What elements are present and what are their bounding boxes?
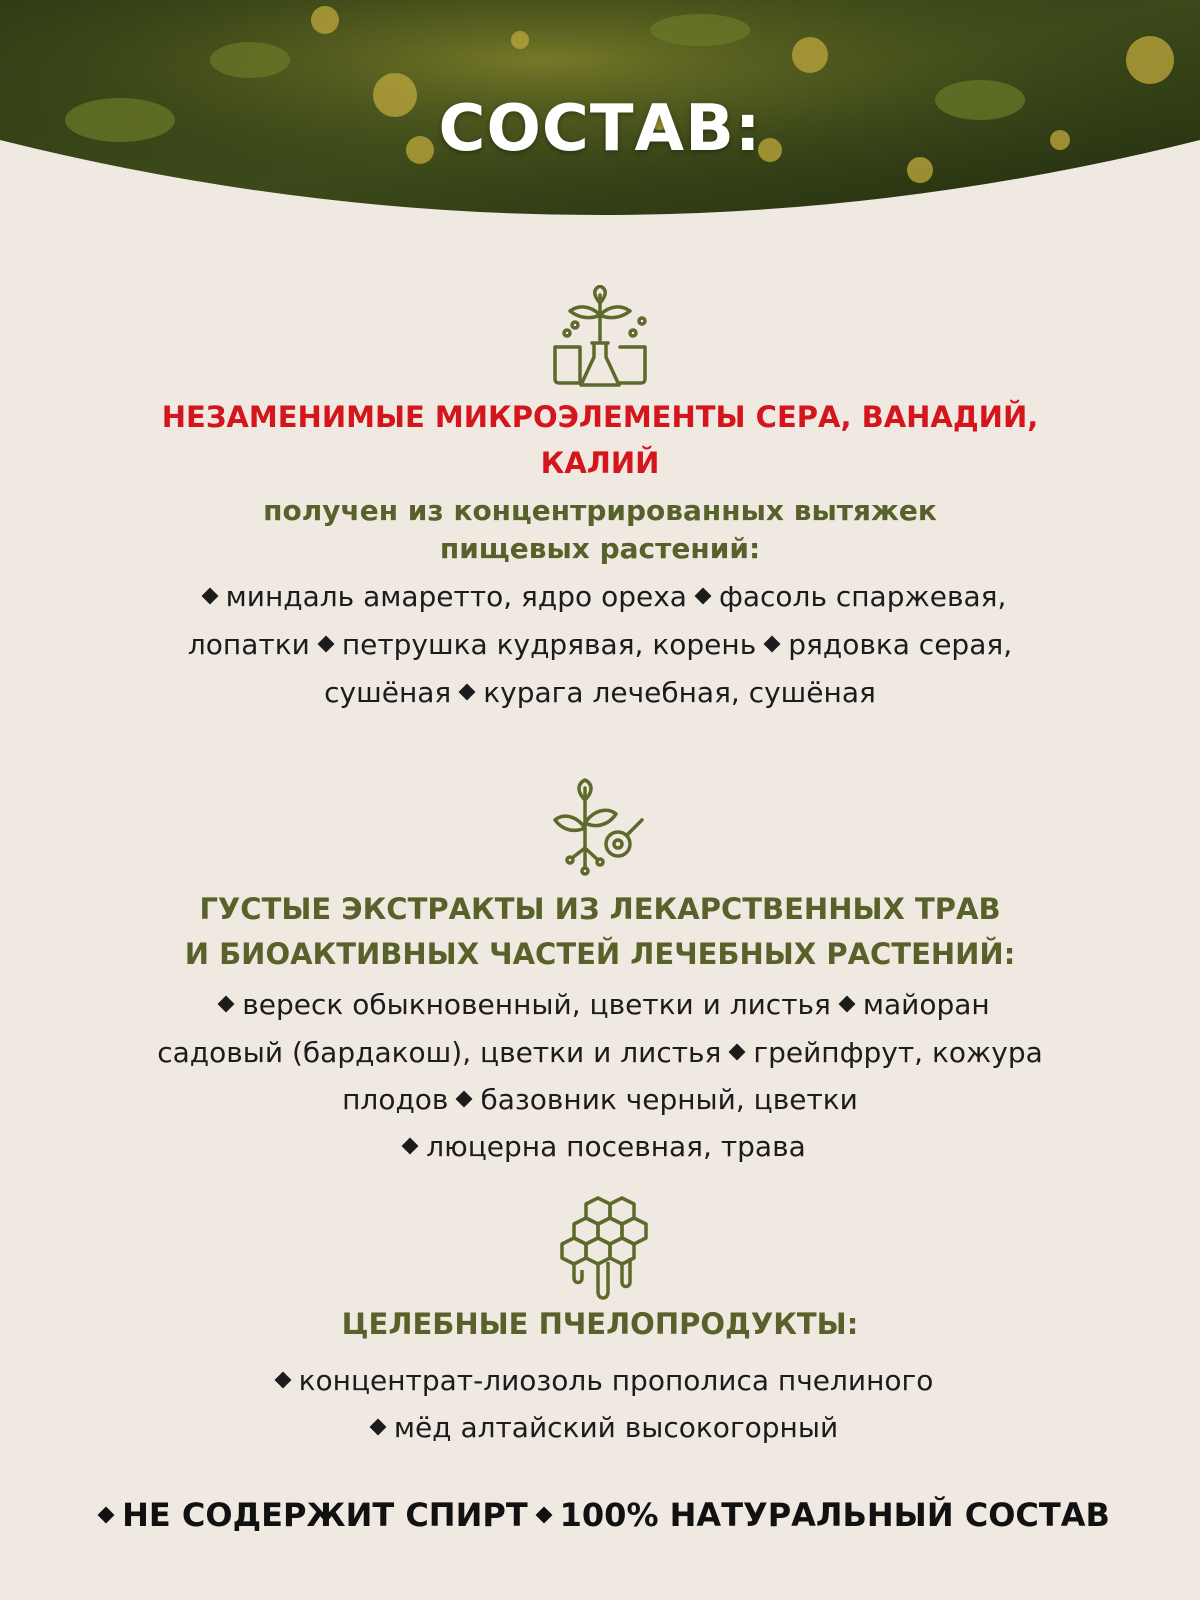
bullet-icon xyxy=(218,996,235,1013)
list-item: рядовка серая, xyxy=(788,628,1013,661)
bullet-icon xyxy=(456,1091,473,1108)
section1-items-line3 xyxy=(0,676,1200,709)
header-banner xyxy=(0,0,1200,240)
list-item: садовый (бардакош), цветки и листья xyxy=(157,1036,722,1069)
footer-no-alcohol: НЕ СОДЕРЖИТ СПИРТ xyxy=(122,1496,528,1534)
bullet-icon xyxy=(764,636,781,653)
list-item: концентрат-лиозоль прополиса пчелиного xyxy=(298,1364,934,1397)
bullet-icon xyxy=(535,1507,552,1524)
bullet-icon xyxy=(369,1419,386,1436)
list-item: миндаль амаретто, ядро ореха xyxy=(225,580,687,613)
list-item: плодов xyxy=(342,1083,449,1116)
list-item: фасоль спаржевая, xyxy=(718,580,1007,613)
bullet-icon xyxy=(402,1138,419,1155)
bullet-icon xyxy=(201,588,218,605)
bullet-icon xyxy=(838,996,855,1013)
section3-items-line1 xyxy=(0,1364,1200,1397)
bullet-icon xyxy=(317,636,334,653)
list-item: лопатки xyxy=(187,628,310,661)
list-item: мёд алтайский высокогорный xyxy=(393,1411,839,1444)
bullet-icon xyxy=(459,684,476,701)
section2-items-line3 xyxy=(0,1083,1200,1116)
bullet-icon xyxy=(98,1507,115,1524)
section1-title-line1: НЕЗАМЕНИМЫЕ МИКРОЭЛЕМЕНТЫ СЕРА, ВАНАДИЙ, xyxy=(161,400,1039,434)
section2-items-line4 xyxy=(0,1130,1200,1163)
list-item: сушёная xyxy=(324,676,452,709)
footer-claims xyxy=(0,1496,1200,1534)
section2-items-line2 xyxy=(0,1036,1200,1069)
list-item: люцерна посевная, трава xyxy=(426,1130,806,1163)
section2-items-line1 xyxy=(0,988,1200,1021)
bullet-icon xyxy=(274,1372,291,1389)
section1-title-line2: КАЛИЙ xyxy=(540,446,660,480)
footer-natural: 100% НАТУРАЛЬНЫЙ СОСТАВ xyxy=(559,1496,1110,1534)
section1-items-line2 xyxy=(0,628,1200,661)
bullet-icon xyxy=(694,588,711,605)
list-item: грейпфрут, кожура xyxy=(753,1036,1043,1069)
section1-subtitle-line2: пищевых растений: xyxy=(439,532,761,565)
herb-extract-icon xyxy=(0,778,1200,882)
section2-title-line2: И БИОАКТИВНЫХ ЧАСТЕЙ ЛЕЧЕБНЫХ РАСТЕНИЙ: xyxy=(184,937,1016,971)
section1-items-line1 xyxy=(0,580,1200,613)
section2-title-line1: ГУСТЫЕ ЭКСТРАКТЫ ИЗ ЛЕКАРСТВЕННЫХ ТРАВ xyxy=(199,892,1001,926)
list-item: вереск обыкновенный, цветки и листья xyxy=(242,988,831,1021)
list-item: базовник черный, цветки xyxy=(480,1083,858,1116)
section3-title: ЦЕЛЕБНЫЕ ПЧЕЛОПРОДУКТЫ: xyxy=(341,1307,859,1341)
list-item: курага лечебная, сушёная xyxy=(483,676,876,709)
section1-subtitle-line1: получен из концентрированных вытяжек xyxy=(263,494,937,527)
bullet-icon xyxy=(729,1044,746,1061)
list-item: майоран xyxy=(862,988,990,1021)
page-title: СОСТАВ: xyxy=(438,92,762,166)
plant-lab-flask-icon xyxy=(0,285,1200,399)
honeycomb-icon xyxy=(0,1196,1200,1310)
section3-items-line2 xyxy=(0,1411,1200,1444)
list-item: петрушка кудрявая, корень xyxy=(341,628,757,661)
